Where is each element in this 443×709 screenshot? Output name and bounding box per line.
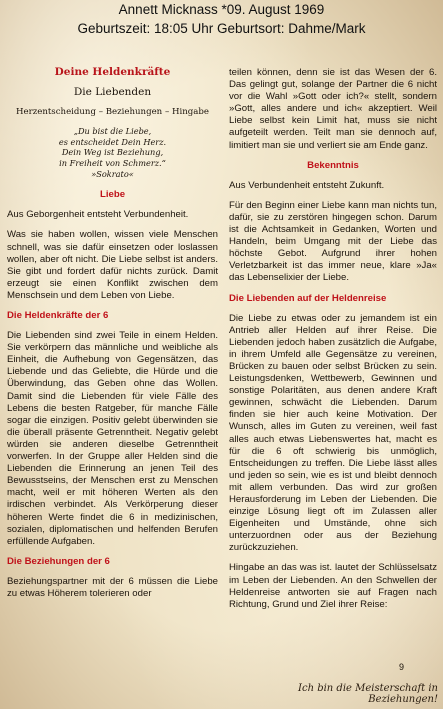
birth-time-place: Geburtszeit: 18:05 Uhr Geburtsort: Dahme/Mark: [77, 21, 366, 36]
paragraph: Die Liebenden sind zwei Teile in einem Helden. Sie verkörpern das männliche und weibliche als Einheit, die Aufhebung von Gegensätzen, das Liebende und das Geliebte, die Hürde und die Überwindung, das Geben ohne das Wollen. Damit sind die Liebenden für viele Fälle des Lebens die besten Ratgeber, für manche Fälle sogar die einzigen. Positiv gelebt überwinden sie die überall präsente Getrenntheit. Negativ gelebt würden sie anderen dieselbe Getrenntheit vorwerfen. In der Gruppe aller Helden sind die Liebenden die Erinnerung an jenen Teil des Bewusstseins, der Menschen erst zu Menschen macht, weil er mit höheren Werten als den irdischen verbindet. Als Verkörperung dieser höheren Werte findet die 6 in medizinischen, sozialen, diplomatischen und helfenden Berufen erfüllende Aufgaben.: [7, 330, 218, 547]
heading-heldenreise: Die Liebenden auf der Heldenreise: [229, 292, 387, 304]
quote-line: in Freiheit von Schmerz.“: [59, 158, 166, 169]
quote-author: »Sokrato«: [91, 168, 134, 179]
paragraph: Was sie haben wollen, wissen viele Menschen schnell, was sie dafür einsetzen oder loslassen wollen, aber oft nicht. Die Liebe selbst ist anders. Sie gibt und fordert dafür nichts zurück. Damit erzeugt sie einen Konflikt zwischen dem Menschsein und dem Leben von Liebe.: [7, 229, 218, 301]
heading-bekenntnis: Bekenntnis: [307, 159, 359, 171]
page-header: [0, 0, 443, 38]
quote-line: es entscheidet Dein Herz.: [58, 136, 167, 147]
paragraph: Die Liebe zu etwas oder zu jemandem ist ein Antrieb aller Helden auf ihrer Reise. Die Liebenden jedoch haben zusätzlich die Aufgabe, in ihrem Umfeld alle Gegensätze zu vereinen, Brücken zu bauen oder selbst Brücken zu sein. Leistungsdenken, Wettbewerb, Gewinnen und sonstige Polaritäten, aus denen andere Kraft gewinnen, schwächt die Liebenden. Darum finden sie hier auch keine Motivation. Der Wunsch, alles im Guten zu vereinen, weil fast alles auch etwas Liebenswertes hat, macht es für die 6 oft schwierig bis unmöglich, Entscheidungen zu treffen. Die Liebe lässt alles und jeden so sein, wie es ist und bleibt dennoch mit allem verbunden. Das wird zur großen Herausforderung im Leben der Liebenden. Die einzige Lösung liegt oft im Zulassen aller Eigenheiten und Umstände, ohne sich unterzuordnen oder aus der Beziehung zurückzuziehen.: [229, 312, 437, 554]
paragraph: Für den Beginn einer Liebe kann man nichts tun, dafür, sie zu zerstören hingegen schon. Darum ist die Achtsamkeit in Gedanken, Worten und Handeln, beim Umgang mit der Liebe das höchste Gebot. Aufgrund ihrer hohen Verletzbarkeit ist das immer neue, klare »Ja« das Lebenselixier der Liebe.: [229, 199, 437, 284]
left-column: [7, 66, 218, 608]
heading-liebe: Liebe: [99, 189, 126, 201]
section-title: Deine Heldenkräfte: [54, 66, 171, 78]
subtitle: Die Liebenden: [73, 86, 152, 99]
paragraph: Aus Verbundenheit entsteht Zukunft.: [229, 179, 385, 191]
page-number: 9: [399, 662, 405, 672]
paragraph: Hingabe an das was ist. lautet der Schlüsselsatz im Leben der Liebenden. An den Schwellen der Heldenreise antworten sie auf Fragen nach Richtung, Grund und Ziel ihrer Reise:: [229, 562, 437, 610]
paragraph: Beziehungspartner mit der 6 müssen die Liebe zu etwas Höherem tolerieren oder: [7, 575, 218, 599]
paragraph: teilen können, denn sie ist das Wesen der 6. Das gelingt gut, solange der Partner die 6 nicht vor die Wahl »Gott oder ich?« stellt, sondern »Gott, alles andere und ich« akzeptiert. Weil Liebe selbst kein Limit hat, muss sie nicht aufgeteilt werden. Teilt man sie dennoch auf, limitiert man sie und verliert sie am Ende ganz.: [229, 67, 437, 151]
heading-beziehungen: Die Beziehungen der 6: [7, 555, 110, 567]
subtitle-keywords: Herzentscheidung – Beziehungen – Hingabe: [16, 107, 209, 118]
quote-line: „Du bist die Liebe,: [73, 126, 152, 137]
quote-line: Dein Weg ist Beziehung,: [61, 147, 164, 158]
footer-affirmation: Ich bin die Meisterschaft in Beziehungen!: [298, 683, 438, 705]
name-birthdate: Annett Micknass *09. August 1969: [118, 2, 325, 17]
right-column: [229, 67, 437, 619]
paragraph: Aus Geborgenheit entsteht Verbundenheit.: [7, 209, 189, 221]
quote-block: [7, 126, 218, 179]
heading-heldenkraefte: Die Heldenkräfte der 6: [7, 310, 109, 321]
